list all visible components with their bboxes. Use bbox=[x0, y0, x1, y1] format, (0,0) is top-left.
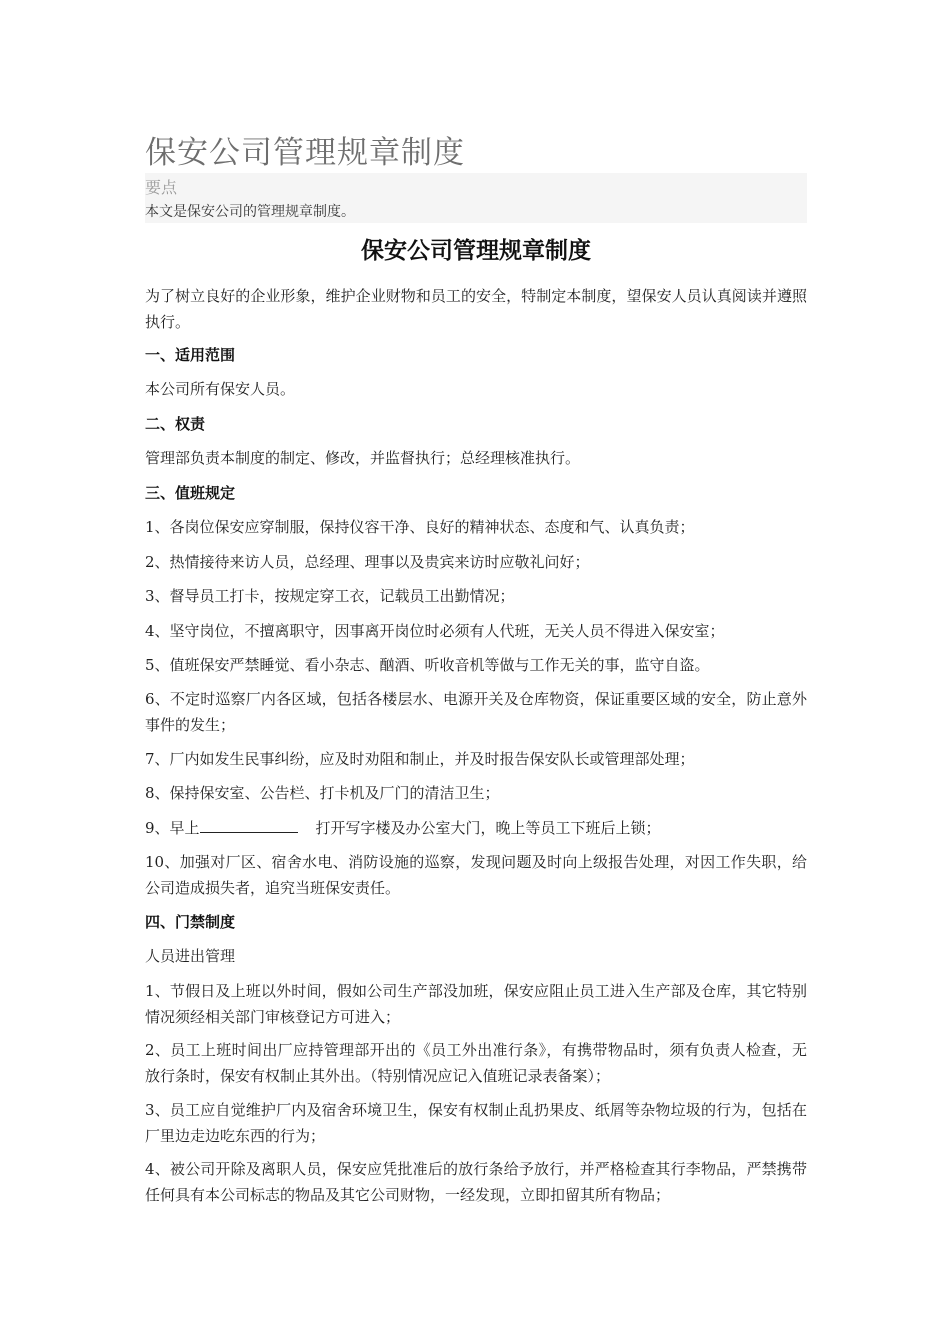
list-item-with-blank bbox=[145, 815, 807, 841]
item9-suffix: 打开写字楼及办公室大门，晚上等员工下班后上锁； bbox=[315, 819, 661, 837]
item9-prefix: 9、早上 bbox=[145, 819, 200, 837]
summary-heading: 要点 bbox=[145, 178, 178, 197]
main-title: 保安公司管理规章制度 bbox=[361, 238, 591, 264]
list-item: 7、厂内如发生民事纠纷，应及时劝阻和制止，并及时报告保安队长或管理部处理； bbox=[145, 750, 695, 768]
section-heading-access-control: 四、门禁制度 bbox=[145, 913, 236, 931]
section-heading-duties: 二、权责 bbox=[145, 415, 206, 433]
section-heading-scope: 一、适用范围 bbox=[145, 346, 236, 364]
summary-box bbox=[145, 173, 807, 223]
list-item: 1、节假日及上班以外时间，假如公司生产部没加班，保安应阻止员工进入生产部及仓库，其它特别情况须经相关部门审核登记方可进入； bbox=[145, 982, 807, 1026]
list-item: 3、督导员工打卡，按规定穿工衣，记载员工出勤情况； bbox=[145, 587, 515, 605]
list-item: 4、坚守岗位，不擅离职守，因事离开岗位时必须有人代班，无关人员不得进入保安室； bbox=[145, 622, 725, 640]
list-item: 2、员工上班时间出厂应持管理部开出的《员工外出准行条》，有携带物品时，须有负责人检查，无放行条时，保安有权制止其外出。（特别情况应记入值班记录表备案）； bbox=[145, 1041, 807, 1085]
list-item: 6、不定时巡察厂内各区域，包括各楼层水、电源开关及仓库物资，保证重要区域的安全，防止意外事件的发生； bbox=[145, 690, 807, 734]
list-item: 1、各岗位保安应穿制服，保持仪容干净、良好的精神状态、态度和气、认真负责； bbox=[145, 518, 695, 536]
list-item: 10、加强对厂区、宿舍水电、消防设施的巡察，发现问题及时向上级报告处理，对因工作失职，给公司造成损失者，追究当班保安责任。 bbox=[145, 853, 807, 897]
list-item: 2、热情接待来访人员，总经理、理事以及贵宾来访时应敬礼问好； bbox=[145, 553, 590, 571]
section-body-duties: 管理部负责本制度的制定、修改，并监督执行；总经理核准执行。 bbox=[145, 449, 581, 467]
list-item: 4、被公司开除及离职人员，保安应凭批准后的放行条给予放行，并严格检查其行李物品，严禁携带任何具有本公司标志的物品及其它公司财物，一经发现，立即扣留其所有物品； bbox=[145, 1160, 807, 1204]
section-heading-shift-rules: 三、值班规定 bbox=[145, 484, 236, 502]
list-item: 8、保持保安室、公告栏、打卡机及厂门的清洁卫生； bbox=[145, 784, 500, 802]
document-title: 保安公司管理规章制度 bbox=[145, 135, 465, 171]
subheading-personnel: 人员进出管理 bbox=[145, 947, 236, 965]
section-body-scope: 本公司所有保安人员。 bbox=[145, 380, 296, 398]
intro-paragraph: 为了树立良好的企业形象，维护企业财物和员工的安全，特制定本制度，望保安人员认真阅读并遵照执行。 bbox=[145, 287, 807, 331]
fill-in-blank bbox=[200, 815, 298, 833]
summary-text: 本文是保安公司的管理规章制度。 bbox=[145, 204, 355, 220]
list-item: 3、员工应自觉维护厂内及宿舍环境卫生，保安有权制止乱扔果皮、纸屑等杂物垃圾的行为，包括在厂里边走边吃东西的行为； bbox=[145, 1101, 807, 1145]
list-item: 5、值班保安严禁睡觉、看小杂志、酗酒、听收音机等做与工作无关的事，监守自盗。 bbox=[145, 656, 710, 674]
